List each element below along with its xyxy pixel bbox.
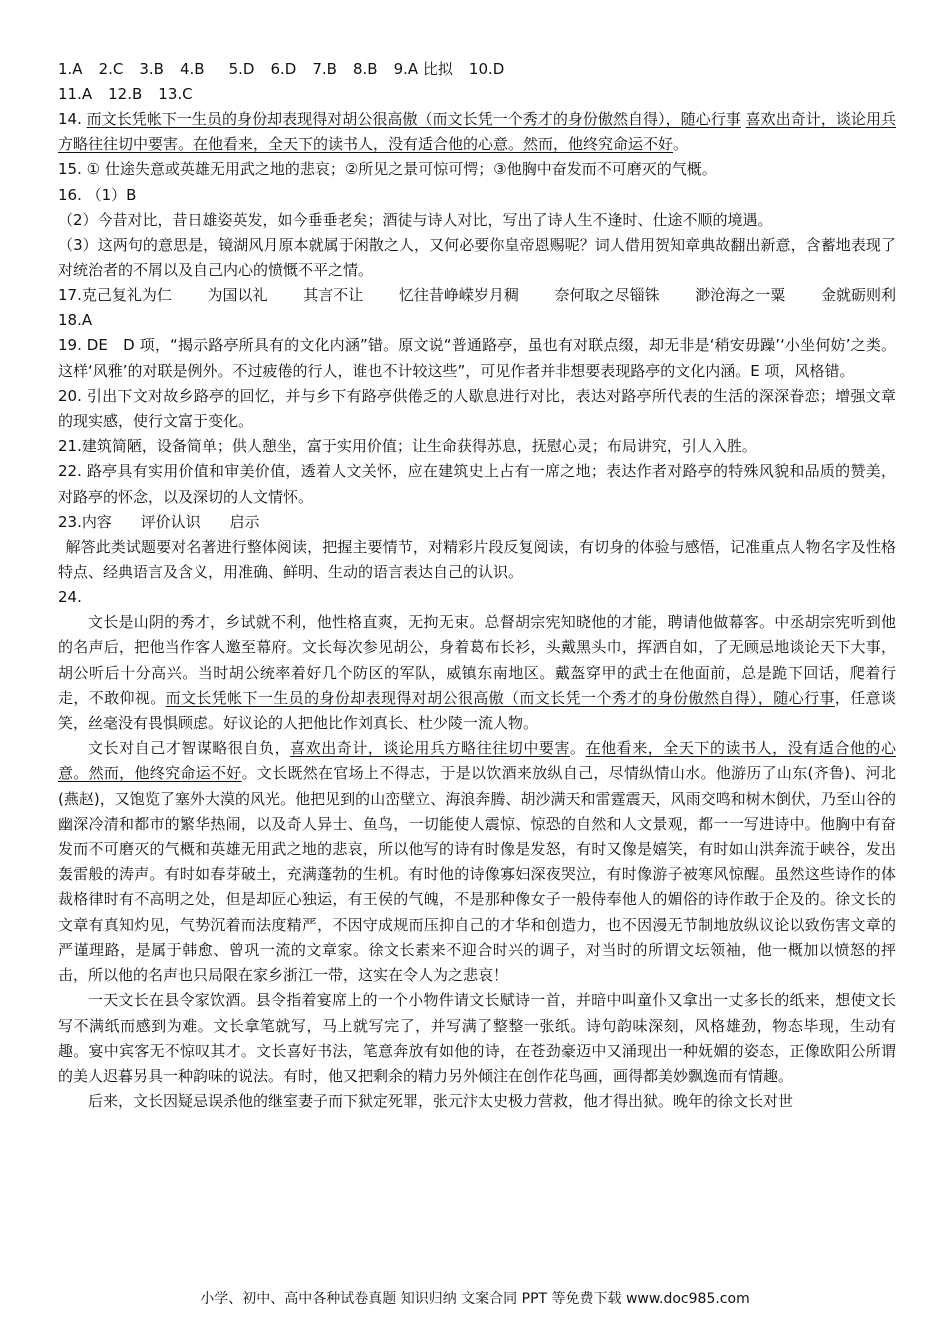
answer-17-item-4: 忆往昔峥嵘岁月稠 xyxy=(398,286,519,305)
answer-17 xyxy=(58,283,896,308)
passage-p2-text-b: 。文长既然在官场上不得志，于是以饮酒来放纵自己，尽情纵情山水。他游历了山东(齐鲁)、河北(燕赵)，又饱览了塞外大漠的风光。他把见到的山峦壁立、海浪奔腾、胡沙满天和雷霆震天，风雨交鸣和树木倒伏，乃至山谷的幽深冷清和都市的繁华热闹，以及奇人异士、鱼鸟，一切能使人震惊、惊恐的自然和人文景观，都一一写进诗中。他胸中有奋发而不可磨灭的气概和英雄无用武之地的悲哀，所以他写的诗有时像是发怒，有时又像是嬉笑，有时如山洪奔流于峡谷，发出轰雷般的涛声。有时如春芽破土，充满蓬勃的生机。有时他的诗像寡妇深夜哭泣，有时像游子被寒风惊醒。虽然这些诗作的体裁格律时有不高明之处，但是却匠心独运，有王侯的气魄，不是那种像女子一般侍奉他人的媚俗的诗作敢于企及的。徐文长的文章有真知灼见，气势沉着而法度精严，不因守成规而压抑自己的才华和创造力，也不因漫无节制地放纵议论以致伤害文章的严谨理路，是属于韩愈、曾巩一流的文章家。徐文长素来不迎合时兴的调子，对当时的所谓文坛领袖，他一概加以愤怒的抨击，所以他的名声也只局限在家乡浙江一带，这实在令人为之悲哀！ xyxy=(58,764,896,985)
passage-p2-text-m: 。 xyxy=(570,739,586,758)
answer-16-head: 16. （1）B xyxy=(58,185,137,204)
answer-23-item-3: 启示 xyxy=(229,512,260,531)
answer-23-item-2: 评价认识 xyxy=(140,512,201,531)
answers-line-2 xyxy=(58,82,896,107)
page-footer: 小学、初中、高中各种试卷真题 知识归纳 文案合同 PPT 等免费下载 www.doc985.com xyxy=(200,1291,750,1307)
answer-17-item-5: 奈何取之尽锱铢 xyxy=(554,286,660,305)
answer-14-number: 14. xyxy=(58,110,82,128)
answer-3: 3.B xyxy=(139,60,164,78)
answer-14 xyxy=(58,107,896,157)
answer-13: 13.C xyxy=(158,85,193,103)
answer-21: 21.建筑简陋，设备简单；供人憩坐，富于实用价值；让生命获得苏息，抚慰心灵；布局讲究，引人入胜。 xyxy=(58,437,757,456)
answer-15: 15. ① 仕途失意或英雄无用武之地的悲哀；②所见之景可惊可愕；③他胸中奋发而不可磨灭的气概。 xyxy=(58,160,717,179)
answer-14-underlined-2: 喜欢出奇计，谈论用兵方略往往切中要害。在他看来，全天下的读书人，没有适合他的心意。然而，他终究命运不好 xyxy=(58,110,896,154)
answer-24: 24. xyxy=(58,588,82,607)
answer-16-2: （2）今昔对比，昔日雄姿英发，如今垂垂老矣；酒徒与诗人对比，写出了诗人生不逢时、仕途不顺的境遇。 xyxy=(58,210,773,229)
passage-paragraph-1 xyxy=(58,610,896,736)
answer-6: 6.D xyxy=(270,60,297,78)
answer-18: 18.A xyxy=(58,311,93,330)
answer-4: 4.B xyxy=(179,60,205,78)
answer-5: 5.D xyxy=(228,60,255,78)
answer-2: 2.C xyxy=(98,60,124,78)
answer-9: 9.A 比拟 xyxy=(393,60,453,78)
passage-paragraph-2 xyxy=(58,736,896,988)
answer-14-end: 。 xyxy=(673,135,689,154)
answer-17-item-1: 17.克己复礼为仁 xyxy=(58,286,172,305)
answer-19: 19. DE D 项，“揭示路亭所具有的文化内涵”错。原文说“普通路亭，虽也有对联点缀，却无非是‘稍安毋躁’‘小坐何妨’之类。这样‘风雅’的对联是例外。不过疲倦的行人，谁也不计较这些”，可见作者并非想要表现路亭的文化内涵。E 项，风格错。 xyxy=(58,336,896,380)
answer-17-item-3: 其言不让 xyxy=(303,286,364,305)
answers-line-1 xyxy=(58,57,896,82)
answer-17-item-2: 为国以礼 xyxy=(207,286,268,305)
passage-p1-text-b: ，任意谈笑，丝毫没有畏惧顾虑。好议论的人把他比作刘真长、杜少陵一流人物。 xyxy=(58,688,896,733)
answer-14-underlined-1: 而文长凭帐下一生员的身份却表现得对胡公很高傲（而文长凭一个秀才的身份傲然自得），随心行事 xyxy=(86,110,741,128)
answer-16-3: （3）这两句的意思是，镜湖风月原本就属于闲散之人，又何必要你皇帝恩赐呢？词人借用贺知章典故翻出新意，含蓄地表现了对统治者的不屑以及自己内心的愤慨不平之情。 xyxy=(58,236,896,280)
passage-p1-text-a: 文长是山阴的秀才，乡试就不利，他性格直爽，无拘无束。总督胡宗宪知晓他的才能，聘请他做幕客。中丞胡宗宪听到他的名声后，把他当作客人邀至幕府。文长每次参见胡公，身着葛布长衫，头戴黑头巾，挥洒自如，了无顾忌地谈论天下大事，胡公听后十分高兴。当时胡公统率着好几个防区的军队，威镇东南地区。戴盔穿甲的武士在他面前，总是跪下回话，爬着行走，不敢仰视。 xyxy=(58,613,896,707)
answer-17-item-6: 渺沧海之一粟 xyxy=(695,286,786,305)
answer-17-item-7: 金就砺则利 xyxy=(820,286,896,305)
passage-p2-underlined-2: 在他看来，全天下的读书人，没有适合他的心意。然而，他终究命运不好 xyxy=(58,739,896,783)
answer-20: 20. 引出下文对故乡路亭的回忆，并与乡下有路亭供倦乏的人歇息进行对比，表达对路亭所代表的生活的深深眷恋；增强文章的现实感，使行文富于变化。 xyxy=(58,386,896,431)
answer-8: 8.B xyxy=(352,60,378,78)
passage-paragraph-4: 后来，文长因疑忌误杀他的继室妻子而下狱定死罪，张元汴太史极力营救，他才得出狱。晚年的徐文长对世 xyxy=(88,1092,794,1111)
answer-11: 11.A xyxy=(58,85,93,103)
answer-10: 10.D xyxy=(468,60,505,78)
passage-p2-text-a: 文长对自己才智谋略很自负， xyxy=(88,739,291,758)
passage-p2-underlined-1: 喜欢出奇计，谈论用兵方略往往切中要害 xyxy=(290,739,570,758)
answer-23-body: 解答此类试题要对名著进行整体阅读，把握主要情节，对精彩片段反复阅读，有切身的体验与感悟，记准重点人物名字及性格特点、经典语言及含义，用准确、鲜明、生动的语言表达自己的认识。 xyxy=(58,537,896,582)
answer-7: 7.B xyxy=(312,60,337,78)
answer-22: 22. 路亭具有实用价值和审美价值，透着人文关怀，应在建筑史上占有一席之地；表达作者对路亭的特殊风貌和品质的赞美，对路亭的怀念，以及深切的人文情怀。 xyxy=(58,462,896,506)
answer-23-item-1: 23.内容 xyxy=(58,512,112,531)
passage-p1-underlined: 而文长凭帐下一生员的身份却表现得对胡公很高傲（而文长凭一个秀才的身份傲然自得），随心行事 xyxy=(165,688,835,707)
answer-1: 1.A xyxy=(58,60,83,78)
passage-paragraph-3: 一天文长在县令家饮酒。县令指着宴席上的一个小物件请文长赋诗一首，并暗中叫童仆又拿出一丈多长的纸来，想使文长写不满纸而感到为难。文长拿笔就写，马上就写完了，并写满了整整一张纸。诗句韵味深刻，风格雄劲，物态毕现，生动有趣。宴中宾客无不惊叹其才。文长喜好书法，笔意奔放有如他的诗，在苍劲豪迈中又涌现出一种妩媚的姿态，正像欧阳公所谓的美人迟暮另具一种韵味的说法。有时，他又把剩余的精力另外倾注在创作花鸟画，画得都美妙飘逸而有情趣。 xyxy=(58,991,896,1085)
answer-23 xyxy=(58,510,896,535)
answer-document xyxy=(58,57,896,1114)
answer-12: 12.B xyxy=(108,85,143,103)
